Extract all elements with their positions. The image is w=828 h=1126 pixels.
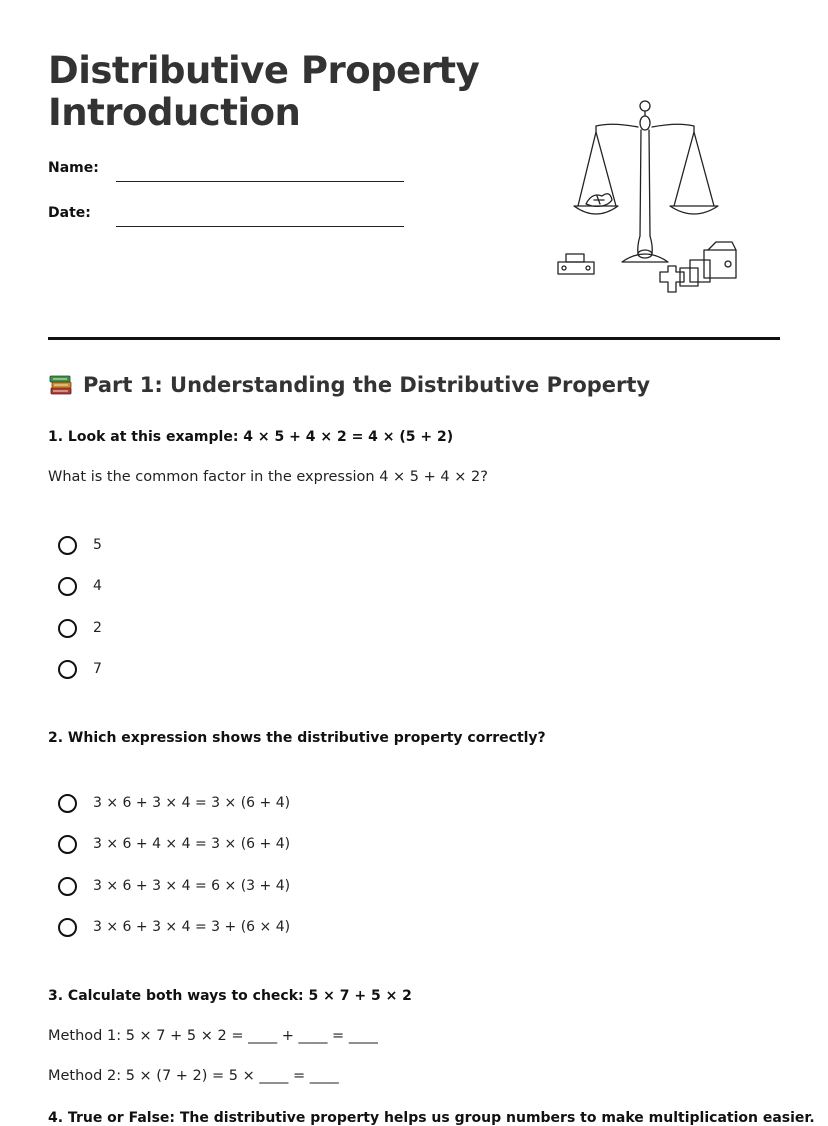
section-divider [48, 337, 780, 340]
question-1-prompt: 1. Look at this example: 4 × 5 + 4 × 2 = 4 × (5 + 2) [48, 429, 454, 445]
radio-button[interactable] [58, 619, 77, 638]
radio-button[interactable] [58, 536, 77, 555]
q2-option-label: 3 × 6 + 3 × 4 = 6 × (3 + 4) [93, 878, 291, 894]
q1-option[interactable] [58, 533, 102, 557]
books-icon [48, 372, 74, 398]
q1-option-label: 5 [93, 537, 102, 553]
radio-button[interactable] [58, 835, 77, 854]
q2-option[interactable] [58, 915, 290, 939]
radio-button[interactable] [58, 794, 77, 813]
method-1-line: Method 1: 5 × 7 + 5 × 2 = ____ + ____ = ____ [48, 1028, 378, 1044]
radio-button[interactable] [58, 577, 77, 596]
q1-option-label: 7 [93, 661, 102, 677]
date-label: Date: [48, 205, 91, 221]
radio-button[interactable] [58, 918, 77, 937]
q2-option-label: 3 × 6 + 4 × 4 = 3 × (6 + 4) [93, 836, 291, 852]
part-1-heading [48, 372, 650, 398]
q2-option[interactable] [58, 832, 290, 856]
q1-option[interactable] [58, 574, 102, 598]
date-field[interactable] [116, 226, 404, 227]
q2-option[interactable] [58, 874, 290, 898]
question-4-prompt: 4. True or False: The distributive property helps us group numbers to make multiplication easier. [48, 1110, 815, 1126]
q1-option[interactable] [58, 657, 102, 681]
q2-option[interactable] [58, 791, 290, 815]
worksheet-page [48, 0, 815, 1126]
title-line-2: Introduction [48, 91, 301, 134]
method-2-line: Method 2: 5 × (7 + 2) = 5 × ____ = ____ [48, 1068, 339, 1084]
q1-option-label: 2 [93, 620, 102, 636]
page-title [48, 50, 479, 134]
balance-scale-icon [552, 96, 750, 304]
q1-option-label: 4 [93, 578, 102, 594]
question-2-prompt: 2. Which expression shows the distributive property correctly? [48, 730, 546, 746]
radio-button[interactable] [58, 877, 77, 896]
q1-option[interactable] [58, 616, 102, 640]
q2-option-label: 3 × 6 + 3 × 4 = 3 × (6 + 4) [93, 795, 291, 811]
question-3-prompt: 3. Calculate both ways to check: 5 × 7 + 5 × 2 [48, 988, 412, 1004]
radio-button[interactable] [58, 660, 77, 679]
name-field[interactable] [116, 181, 404, 182]
question-1-text: What is the common factor in the expression 4 × 5 + 4 × 2? [48, 469, 488, 485]
name-label: Name: [48, 160, 99, 176]
title-line-1: Distributive Property [48, 49, 480, 92]
q2-option-label: 3 × 6 + 3 × 4 = 3 + (6 × 4) [93, 919, 291, 935]
part-1-heading-text: Part 1: Understanding the Distributive Property [83, 373, 651, 397]
